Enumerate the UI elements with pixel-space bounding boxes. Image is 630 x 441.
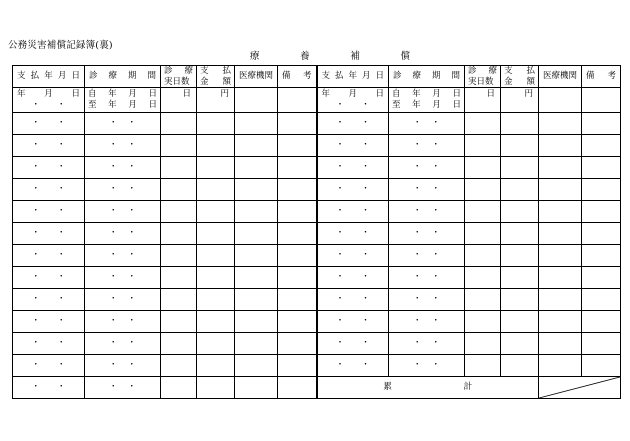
table-row: [13, 223, 621, 245]
header-treatment-period: 診 療 期 間: [389, 66, 465, 88]
payment-date-cell[interactable]: ・ ・: [317, 333, 389, 355]
treatment-period-cell[interactable]: ・ ・: [85, 179, 161, 201]
treatment-period-cell[interactable]: ・ ・: [389, 135, 465, 157]
remarks-cell[interactable]: [278, 267, 317, 289]
payment-date-cell[interactable]: ・ ・: [317, 267, 389, 289]
remarks-cell[interactable]: [278, 201, 317, 223]
total-row: [13, 377, 621, 399]
treatment-period-cell[interactable]: ・ ・: [85, 135, 161, 157]
remarks-cell[interactable]: [582, 245, 621, 267]
header-medical-institution: 医療機関: [539, 66, 582, 88]
remarks-cell[interactable]: [582, 333, 621, 355]
payment-date-cell[interactable]: ・ ・: [317, 179, 389, 201]
medical-institution-cell[interactable]: [539, 179, 582, 201]
treatment-period-cell[interactable]: ・ ・: [389, 201, 465, 223]
remarks-cell[interactable]: [582, 311, 621, 333]
remarks-cell[interactable]: [278, 223, 317, 245]
treatment-days-cell[interactable]: [161, 333, 197, 355]
medical-institution-cell[interactable]: [235, 245, 278, 267]
header-payment-date: 支 払 年 月 日: [317, 66, 389, 88]
header-remarks: 備 考: [582, 66, 621, 88]
payment-amount-cell[interactable]: [501, 245, 539, 267]
cumulative-total-label: 累 計: [317, 377, 539, 399]
payment-amount-cell[interactable]: [501, 333, 539, 355]
payment-amount-cell[interactable]: [501, 311, 539, 333]
table-row: [13, 311, 621, 333]
table-row: [13, 88, 621, 113]
treatment-period-cell[interactable]: ・ ・: [85, 289, 161, 311]
treatment-period-cell[interactable]: ・ ・: [85, 157, 161, 179]
table-row: [13, 245, 621, 267]
treatment-period-cell[interactable]: ・ ・: [85, 333, 161, 355]
medical-institution-cell[interactable]: [235, 377, 278, 399]
medical-institution-cell[interactable]: [539, 245, 582, 267]
remarks-cell[interactable]: [278, 333, 317, 355]
treatment-period-cell[interactable]: ・ ・: [389, 179, 465, 201]
payment-amount-cell[interactable]: [197, 289, 235, 311]
payment-amount-cell[interactable]: [501, 201, 539, 223]
treatment-days-cell[interactable]: 日: [161, 88, 197, 113]
treatment-days-cell[interactable]: [465, 355, 501, 377]
remarks-cell[interactable]: [278, 179, 317, 201]
payment-date-cell[interactable]: ・ ・: [317, 157, 389, 179]
remarks-cell[interactable]: [278, 311, 317, 333]
payment-date-cell[interactable]: ・ ・: [13, 223, 85, 245]
payment-date-cell[interactable]: ・ ・: [13, 135, 85, 157]
table-row: [13, 157, 621, 179]
payment-date-cell[interactable]: ・ ・: [13, 289, 85, 311]
treatment-period-cell[interactable]: ・ ・: [389, 311, 465, 333]
medical-institution-cell[interactable]: [539, 289, 582, 311]
medical-institution-cell[interactable]: [235, 135, 278, 157]
remarks-cell[interactable]: [278, 157, 317, 179]
medical-institution-cell[interactable]: [539, 88, 582, 113]
payment-date-cell[interactable]: ・ ・: [317, 245, 389, 267]
medical-institution-cell[interactable]: [539, 157, 582, 179]
payment-date-cell[interactable]: ・ ・: [317, 289, 389, 311]
treatment-period-cell[interactable]: ・ ・: [389, 157, 465, 179]
compensation-record-table: [12, 65, 621, 399]
medical-institution-cell[interactable]: [539, 201, 582, 223]
treatment-period-cell[interactable]: ・ ・: [389, 267, 465, 289]
treatment-period-cell[interactable]: ・ ・: [389, 333, 465, 355]
header-medical-institution: 医療機関: [235, 66, 278, 88]
treatment-days-cell[interactable]: [161, 157, 197, 179]
payment-amount-cell[interactable]: [197, 113, 235, 135]
payment-amount-cell[interactable]: [501, 179, 539, 201]
payment-date-cell[interactable]: 年 月 日 ・ ・: [13, 88, 85, 113]
payment-date-cell[interactable]: ・ ・: [13, 267, 85, 289]
treatment-period-cell[interactable]: ・ ・: [85, 223, 161, 245]
payment-amount-cell[interactable]: [501, 157, 539, 179]
table-row: [13, 289, 621, 311]
payment-date-cell[interactable]: ・ ・: [13, 311, 85, 333]
medical-institution-cell[interactable]: [539, 267, 582, 289]
treatment-days-cell[interactable]: [161, 179, 197, 201]
payment-amount-cell[interactable]: [197, 179, 235, 201]
treatment-days-cell[interactable]: [465, 179, 501, 201]
treatment-days-cell[interactable]: [161, 201, 197, 223]
treatment-days-cell[interactable]: [161, 245, 197, 267]
medical-institution-cell[interactable]: [539, 113, 582, 135]
payment-amount-cell[interactable]: [197, 377, 235, 399]
payment-date-cell[interactable]: ・ ・: [317, 135, 389, 157]
payment-amount-cell[interactable]: 円: [501, 88, 539, 113]
medical-institution-cell[interactable]: [235, 179, 278, 201]
remarks-cell[interactable]: [278, 245, 317, 267]
medical-institution-cell[interactable]: [539, 135, 582, 157]
medical-institution-cell[interactable]: [539, 333, 582, 355]
treatment-period-cell[interactable]: ・ ・: [85, 113, 161, 135]
payment-amount-cell[interactable]: [197, 355, 235, 377]
remarks-cell[interactable]: [582, 135, 621, 157]
treatment-period-cell[interactable]: ・ ・: [85, 311, 161, 333]
treatment-period-cell[interactable]: ・ ・: [389, 289, 465, 311]
payment-amount-cell[interactable]: [501, 135, 539, 157]
payment-date-cell[interactable]: ・ ・: [13, 245, 85, 267]
treatment-period-cell[interactable]: ・ ・: [85, 355, 161, 377]
medical-institution-cell[interactable]: [235, 223, 278, 245]
remarks-cell[interactable]: [278, 113, 317, 135]
remarks-cell[interactable]: [278, 355, 317, 377]
treatment-days-cell[interactable]: [161, 355, 197, 377]
payment-date-cell[interactable]: ・ ・: [13, 157, 85, 179]
section-title-char: 補: [350, 51, 360, 62]
remarks-cell[interactable]: [582, 267, 621, 289]
treatment-period-cell[interactable]: ・ ・: [85, 201, 161, 223]
payment-date-cell[interactable]: ・ ・: [317, 113, 389, 135]
header-payment-amount: 支 払 金 額: [501, 66, 539, 88]
section-title-char: 養: [300, 51, 310, 62]
payment-date-cell[interactable]: ・ ・: [317, 201, 389, 223]
treatment-days-cell[interactable]: [465, 245, 501, 267]
payment-date-cell[interactable]: ・ ・: [13, 333, 85, 355]
treatment-days-cell[interactable]: [161, 223, 197, 245]
header-payment-amount: 支 払 金 額: [197, 66, 235, 88]
medical-institution-cell[interactable]: [235, 333, 278, 355]
payment-amount-cell[interactable]: [197, 223, 235, 245]
payment-amount-cell[interactable]: [501, 113, 539, 135]
treatment-days-cell[interactable]: [465, 311, 501, 333]
diagonal-line: [539, 377, 620, 398]
treatment-days-cell[interactable]: [161, 289, 197, 311]
header-payment-date: 支 払 年 月 日: [13, 66, 85, 88]
section-title: [250, 48, 410, 62]
section-title-char: 償: [400, 51, 410, 62]
payment-date-cell[interactable]: ・ ・: [317, 355, 389, 377]
payment-amount-cell[interactable]: [501, 223, 539, 245]
treatment-days-cell[interactable]: [465, 267, 501, 289]
medical-institution-cell[interactable]: [235, 88, 278, 113]
medical-institution-cell[interactable]: [539, 355, 582, 377]
header-treatment-period: 診 療 期 間: [85, 66, 161, 88]
treatment-days-cell[interactable]: [465, 223, 501, 245]
table-row: [13, 267, 621, 289]
payment-date-cell[interactable]: ・ ・: [13, 355, 85, 377]
table-row: [13, 179, 621, 201]
cumulative-total-blank: [539, 377, 621, 399]
treatment-days-cell[interactable]: [161, 135, 197, 157]
medical-institution-cell[interactable]: [235, 311, 278, 333]
treatment-period-cell[interactable]: ・ ・: [85, 377, 161, 399]
medical-institution-cell[interactable]: [235, 201, 278, 223]
remarks-cell[interactable]: [582, 223, 621, 245]
payment-date-cell[interactable]: ・ ・: [317, 311, 389, 333]
medical-institution-cell[interactable]: [235, 113, 278, 135]
treatment-period-cell[interactable]: 自 年 月 日 至 年 月 日: [389, 88, 465, 113]
remarks-cell[interactable]: [582, 88, 621, 113]
remarks-cell[interactable]: [582, 157, 621, 179]
payment-amount-cell[interactable]: [197, 245, 235, 267]
treatment-period-cell[interactable]: ・ ・: [85, 267, 161, 289]
medical-institution-cell[interactable]: [235, 355, 278, 377]
header-treatment-days: 診 療 実日数: [161, 66, 197, 88]
treatment-period-cell[interactable]: ・ ・: [389, 245, 465, 267]
medical-institution-cell[interactable]: [235, 267, 278, 289]
table-row: [13, 201, 621, 223]
treatment-period-cell[interactable]: ・ ・: [389, 113, 465, 135]
treatment-days-cell[interactable]: [465, 157, 501, 179]
medical-institution-cell[interactable]: [235, 157, 278, 179]
treatment-days-cell[interactable]: [465, 333, 501, 355]
payment-date-cell[interactable]: 年 月 日 ・ ・: [317, 88, 389, 113]
table-row: [13, 333, 621, 355]
header-row: [13, 66, 621, 88]
payment-amount-cell[interactable]: [197, 157, 235, 179]
payment-date-cell[interactable]: ・ ・: [317, 223, 389, 245]
section-title-char: 療: [250, 51, 260, 62]
payment-date-cell[interactable]: ・ ・: [13, 201, 85, 223]
payment-amount-cell[interactable]: [501, 289, 539, 311]
treatment-days-cell[interactable]: [161, 267, 197, 289]
treatment-days-cell[interactable]: [465, 113, 501, 135]
document-title: 公務災害補償記録簿(裏): [8, 40, 113, 51]
payment-amount-cell[interactable]: [197, 333, 235, 355]
treatment-days-cell[interactable]: [465, 135, 501, 157]
treatment-period-cell[interactable]: ・ ・: [389, 223, 465, 245]
remarks-cell[interactable]: [278, 377, 317, 399]
payment-date-cell[interactable]: ・ ・: [13, 113, 85, 135]
payment-amount-cell[interactable]: [197, 311, 235, 333]
remarks-cell[interactable]: [278, 289, 317, 311]
remarks-cell[interactable]: [582, 113, 621, 135]
treatment-days-cell[interactable]: 日: [465, 88, 501, 113]
remarks-cell[interactable]: [278, 135, 317, 157]
payment-amount-cell[interactable]: [501, 267, 539, 289]
payment-amount-cell[interactable]: [197, 201, 235, 223]
remarks-cell[interactable]: [582, 355, 621, 377]
medical-institution-cell[interactable]: [539, 223, 582, 245]
treatment-period-cell[interactable]: ・ ・: [389, 355, 465, 377]
remarks-cell[interactable]: [582, 179, 621, 201]
payment-amount-cell[interactable]: [501, 355, 539, 377]
payment-date-cell[interactable]: ・ ・: [13, 179, 85, 201]
treatment-days-cell[interactable]: [465, 289, 501, 311]
treatment-days-cell[interactable]: [465, 201, 501, 223]
treatment-period-cell[interactable]: 自 年 月 日 至 年 月 日: [85, 88, 161, 113]
header-remarks: 備 考: [278, 66, 317, 88]
medical-institution-cell[interactable]: [235, 289, 278, 311]
remarks-cell[interactable]: [278, 88, 317, 113]
treatment-days-cell[interactable]: [161, 311, 197, 333]
treatment-period-cell[interactable]: ・ ・: [85, 245, 161, 267]
table-row: [13, 355, 621, 377]
table-row: [13, 135, 621, 157]
treatment-days-cell[interactable]: [161, 377, 197, 399]
remarks-cell[interactable]: [582, 289, 621, 311]
payment-date-cell[interactable]: ・ ・: [13, 377, 85, 399]
payment-amount-cell[interactable]: [197, 135, 235, 157]
medical-institution-cell[interactable]: [539, 311, 582, 333]
treatment-days-cell[interactable]: [161, 113, 197, 135]
table-row: [13, 113, 621, 135]
payment-amount-cell[interactable]: 円: [197, 88, 235, 113]
payment-amount-cell[interactable]: [197, 267, 235, 289]
remarks-cell[interactable]: [582, 201, 621, 223]
header-treatment-days: 診 療 実日数: [465, 66, 501, 88]
